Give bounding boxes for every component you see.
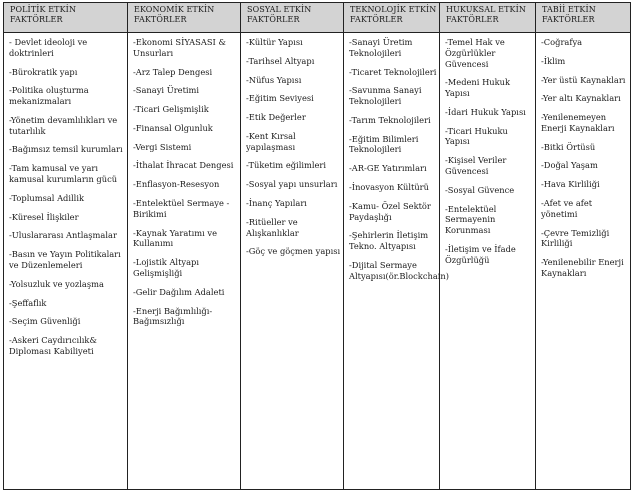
list-item: -Küresel İlişkiler: [9, 211, 79, 222]
list-item: -İklim: [541, 55, 566, 66]
list-item: -Entelektüel Sermaye -Birikimi: [133, 198, 230, 219]
list-item: -Göç ve göçmen yapısı: [246, 246, 341, 257]
list-item: -Tüketim eğilimleri: [246, 160, 327, 171]
list-item: -Uluslararası Antlaşmalar: [9, 230, 117, 241]
cell-economic: [128, 33, 241, 490]
list-item: -İnanç Yapıları: [246, 198, 307, 209]
list-item: -Savunma Sanayi Teknolojileri: [349, 85, 422, 107]
list-item: -Toplumsal Adillik: [9, 192, 85, 203]
list-item: -Arz Talep Dengesi: [133, 66, 213, 77]
cell-technological: [344, 33, 450, 490]
list-item: -Kişisel Veriler Güvencesi: [445, 155, 507, 177]
list-item: -Dijital Sermaye Altyapısı(ör.Blockchain): [349, 259, 450, 281]
political-list: [9, 37, 125, 357]
list-item: -Lojistik Altyapı Gelişmişliği: [133, 257, 200, 278]
list-item: -İletişim ve İfade Özgürlüğü: [445, 243, 516, 265]
list-item: -Kültür Yapısı: [246, 37, 303, 47]
list-item: -Basın ve Yayın Politikaları ve Düzenlemeleri: [9, 249, 121, 270]
header-economic: EKONOMİK ETKİN FAKTÖRLER: [128, 3, 241, 33]
list-item: - Devlet ideoloji ve doktrinleri: [9, 37, 88, 58]
list-item: -Coğrafya: [541, 37, 583, 47]
header-row: [4, 3, 631, 33]
list-item: -Sanayi Üretimi: [133, 85, 200, 96]
list-item: -Medeni Hukuk Yapısı: [445, 77, 511, 99]
list-item: -Kamu- Özel Sektör Paydaşlığı: [349, 200, 431, 222]
list-item: -Ticaret Teknolojileri: [349, 66, 437, 77]
header-legal: HUKUKSAL ETKİN FAKTÖRLER: [440, 3, 536, 33]
list-item: -Bitki Örtüsü: [541, 141, 596, 152]
cell-political: [4, 33, 128, 490]
list-item: -Entelektüel Sermayenin Korunması: [445, 203, 497, 236]
list-item: -Etik Değerler: [246, 112, 306, 123]
list-item: -Yer üstü Kaynakları: [541, 74, 626, 85]
list-item: -Şehirlerin İletişim Tekno. Altyapısı: [349, 230, 429, 252]
list-item: -Ticari Hukuku Yapısı: [445, 125, 508, 147]
factors-table: [3, 2, 631, 490]
header-social: SOSYAL ETKİN FAKTÖRLER: [241, 3, 344, 33]
header-technological: TEKNOLOJİK ETKİN FAKTÖRLER: [344, 3, 440, 33]
list-item: -Kaynak Yaratımı ve Kullanımı: [133, 227, 218, 249]
content-row: [4, 33, 631, 490]
cell-natural: [536, 33, 631, 490]
list-item: -Temel Hak ve Özgürlükler Güvencesi: [445, 37, 505, 69]
list-item: -Tam kamusal ve yarı kamusal kurumların gücü: [9, 163, 118, 185]
list-item: -Tarihsel Altyapı: [246, 55, 315, 66]
list-item: -Bağımsız temsil kurumları: [9, 144, 123, 155]
list-item: -AR-GE Yatırımları: [349, 163, 427, 174]
list-item: -Yer altı Kaynakları: [541, 93, 621, 104]
list-item: -Hava Kirliliği: [541, 179, 600, 190]
list-item: -Gelir Dağılım Adaleti: [133, 286, 225, 297]
economic-list: [133, 37, 238, 327]
list-item: -Nüfus Yapısı: [246, 74, 302, 85]
list-item: -Enerji Bağımlılığı-Bağımsızlığı: [133, 305, 213, 327]
list-item: -Doğal Yaşam: [541, 160, 598, 171]
technological-list: [349, 37, 450, 282]
legal-list: [445, 37, 533, 266]
social-list: [246, 37, 341, 257]
header-natural: TABİİ ETKİN FAKTÖRLER: [536, 3, 631, 33]
list-item: -Askeri Caydırıcılık& Diploması Kabiliyeti: [9, 335, 97, 356]
list-item: -İdari Hukuk Yapısı: [445, 106, 526, 117]
natural-list: [541, 37, 628, 279]
list-item: -Finansal Olgunluk: [133, 122, 213, 133]
list-item: -Yenilenebilir Enerji Kaynakları: [541, 257, 624, 278]
list-item: -Bürokratik yapı: [9, 66, 78, 77]
list-item: -Eğitim Seviyesi: [246, 93, 314, 104]
list-item: -Sanayi Üretim Teknolojileri: [349, 37, 413, 58]
list-item: -Vergi Sistemi: [133, 141, 192, 152]
cell-social: [241, 33, 344, 490]
list-item: -Eğitim Bilimleri Teknolojileri: [349, 133, 419, 155]
list-item: -İnovasyon Kültürü: [349, 182, 429, 193]
list-item: -Tarım Teknolojileri: [349, 114, 431, 125]
list-item: -Yolsuzluk ve yozlaşma: [9, 278, 104, 289]
list-item: -Ticari Gelişmişlik: [133, 104, 209, 115]
list-item: -Ritüeller ve Alışkanlıklar: [246, 216, 299, 238]
list-item: -Yönetim devamlılıkları ve tutarlılık: [9, 114, 118, 136]
list-item: -Kent Kırsal yapılaşması: [246, 130, 296, 152]
list-item: -Enflasyon-Resesyon: [133, 179, 220, 190]
list-item: -Sosyal Güvence: [445, 184, 515, 195]
header-political: POLİTİK ETKİN FAKTÖRLER: [4, 3, 128, 33]
list-item: -İthalat İhracat Dengesi: [133, 160, 234, 171]
cell-legal: [440, 33, 536, 490]
list-item: -Çevre Temizliği Kirliliği: [541, 227, 610, 249]
list-item: -Şeffaflık: [9, 297, 47, 308]
list-item: -Afet ve afet yönetimi: [541, 198, 593, 219]
list-item: -Seçim Güvenliği: [9, 316, 81, 327]
list-item: -Ekonomi SİYASASI & Unsurları: [133, 37, 226, 58]
list-item: -Yenilenemeyen Enerji Kaynakları: [541, 112, 615, 133]
list-item: -Politika oluşturma mekanizmaları: [9, 85, 89, 107]
list-item: -Sosyal yapı unsurları: [246, 179, 338, 190]
